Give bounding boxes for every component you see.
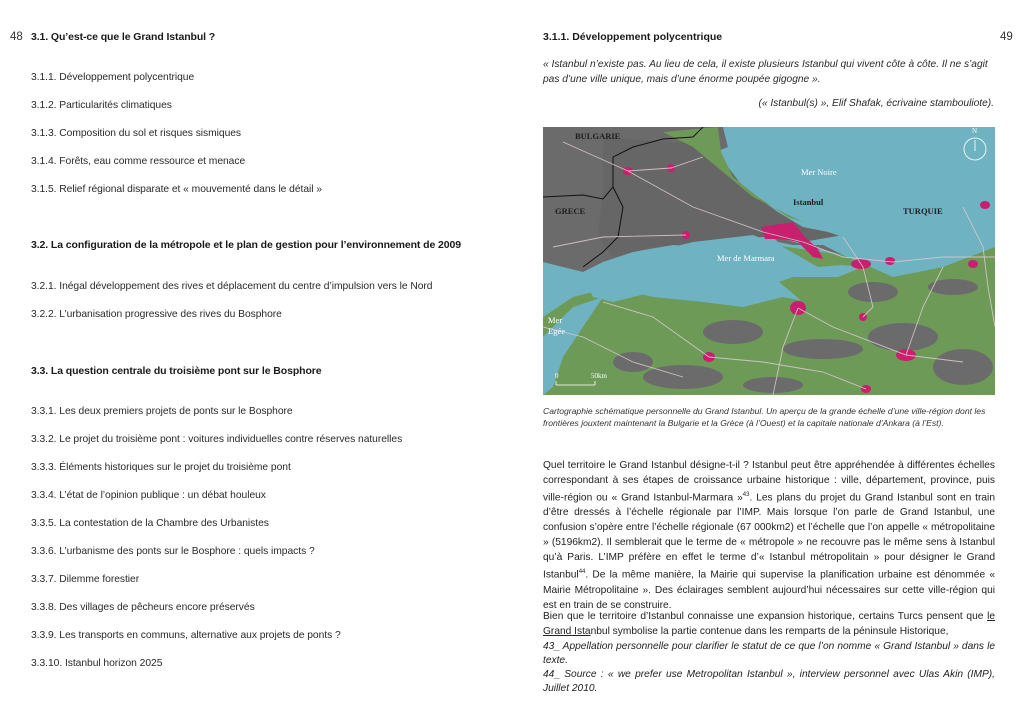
toc-item[interactable]: 3.3.7. Dilemme forestier bbox=[31, 574, 140, 585]
footnote-ref-44[interactable]: 44 bbox=[578, 569, 586, 576]
paragraph-text: nbul symbolise la partie contenue dans les remparts de la péninsule Historique, bbox=[590, 626, 949, 637]
quote-attribution: (« Istanbul(s) », Elif Shafak, écrivaine stambouliote). bbox=[758, 98, 994, 109]
map-label-mer-egee-2: Egée bbox=[548, 326, 565, 336]
page-number-left: 48 bbox=[10, 31, 23, 43]
section-heading-3-1: 3.1. Qu’est-ce que le Grand Istanbul ? bbox=[31, 31, 216, 43]
toc-item[interactable]: 3.3.6. L’urbanisme des ponts sur le Bosphore : quels impacts ? bbox=[31, 546, 315, 557]
section-heading-3-3: 3.3. La question centrale du troisième pont sur le Bosphore bbox=[31, 365, 322, 377]
page-number-right: 49 bbox=[1000, 31, 1013, 43]
section-heading-3-2: 3.2. La configuration de la métropole et le plan de gestion pour l’environnement de 2009 bbox=[31, 239, 461, 251]
toc-item[interactable]: 3.2.1. Inégal développement des rives et déplacement du centre d’impulsion vers le Nord bbox=[31, 281, 433, 292]
toc-item[interactable]: 3.3.5. La contestation de la Chambre des Urbanistes bbox=[31, 518, 269, 529]
footnote-ref-43[interactable]: 43 bbox=[742, 492, 750, 498]
scale-zero: 0 bbox=[555, 372, 559, 380]
section-title: 3.1.1. Développement polycentrique bbox=[543, 31, 723, 43]
toc-item[interactable]: 3.1.2. Particularités climatiques bbox=[31, 100, 172, 111]
body-paragraph-2 bbox=[543, 609, 995, 639]
istanbul-region-map bbox=[543, 127, 995, 395]
map-label-turquie: TURQUIE bbox=[903, 206, 943, 216]
scale-50km: 50km bbox=[591, 372, 607, 380]
toc-item[interactable]: 3.1.4. Forêts, eau comme ressource et menace bbox=[31, 156, 246, 167]
map-label-istanbul: Istanbul bbox=[793, 197, 824, 207]
paragraph-text: . De la même manière, la Mairie qui supervise la planification urbaine est dénommée « Mairie Métropolitaine ». Des éclairages semblent aujourd’hui nécessaires sur cette ville-région qui est en train de se construire. bbox=[543, 569, 995, 611]
toc-item[interactable]: 3.3.1. Les deux premiers projets de ponts sur le Bosphore bbox=[31, 406, 293, 417]
toc-item[interactable]: 3.3.9. Les transports en communs, alternative aux projets de ponts ? bbox=[31, 630, 341, 641]
footnote-44: 44_ Source : « we prefer use Metropolitan Istanbul », interview personnel avec Ulas Akin (IMP), Juillet 2010. bbox=[543, 669, 995, 694]
paragraph-text: . Les plans du projet du Grand Istanbul sont en train d’être dressés à l’échelle régionale par l’IMP. Mais lorsque l’on parle de Grand Istanbul, une confusion s’opère entre l’échelle régionale (67 000km2) et l’échelle que l’on appelle « métropolitaine » (5196km2). Il semblerait que le terme de « métropole » ne recouvre pas le même sens à Istanbul qu’à Paris. L’IMP préfère en effet le terme d’« Istanbul métropolitain » pour désigner le Grand Istanbul bbox=[543, 492, 995, 581]
map-caption: Cartographie schématique personnelle du Grand Istanbul. Un aperçu de la grande échelle d’une ville-région dont les frontières jouxtent maintenant la Bulgarie et la Grèce (à l’Ouest) et la capitale nationale d’Ankara (à l’Est). bbox=[543, 406, 986, 428]
toc-item[interactable]: 3.1.5. Relief régional disparate et « mouvementé dans le détail » bbox=[31, 184, 322, 195]
map-label-mer-egee: Mer bbox=[548, 315, 563, 325]
paragraph-text: Bien que le territoire d’Istanbul connaisse une expansion historique, certains Turcs pensent que bbox=[543, 611, 988, 622]
toc-item[interactable]: 3.1.3. Composition du sol et risques sismiques bbox=[31, 128, 242, 139]
underlined-text: le Grand Ista bbox=[543, 611, 995, 637]
toc-item[interactable]: 3.3.2. Le projet du troisième pont : voitures individuelles contre réserves naturelles bbox=[31, 434, 403, 445]
toc-item[interactable]: 3.2.2. L’urbanisation progressive des rives du Bosphore bbox=[31, 309, 282, 320]
toc-item[interactable]: 3.3.8. Des villages de pêcheurs encore préservés bbox=[31, 602, 255, 613]
toc-item[interactable]: 3.3.3. Éléments historiques sur le projet du troisième pont bbox=[31, 462, 291, 473]
body-paragraph-1 bbox=[543, 458, 995, 613]
map-label-bulgarie: BULGARIE bbox=[575, 131, 621, 141]
toc-item[interactable]: 3.1.1. Développement polycentrique bbox=[31, 72, 195, 83]
map-label-grece: GRECE bbox=[555, 206, 586, 216]
paragraph-text: Quel territoire le Grand Istanbul désigne-t-il ? Istanbul peut être appréhendée à différentes échelles correspondant à ses étapes de croissance urbaine historique : ville, département, province, puis ville-région ou « Grand Istanbul-Marmara » bbox=[543, 460, 995, 504]
north-arrow-icon: N bbox=[972, 127, 978, 135]
map-label-mer-noire: Mer Noire bbox=[801, 167, 837, 177]
toc-item[interactable]: 3.3.10. Istanbul horizon 2025 bbox=[31, 658, 163, 669]
map-label-mer-marmara: Mer de Marmara bbox=[717, 253, 775, 263]
epigraph-quote: « Istanbul n’existe pas. Au lieu de cela, il existe plusieurs Istanbul qui vivent côte à côte. Il ne s’agit pas d’une ville unique, mais d’une énorme poupée gigogne ». bbox=[543, 59, 988, 85]
toc-item[interactable]: 3.3.4. L’état de l’opinion publique : un débat houleux bbox=[31, 490, 266, 501]
footnote-43: 43_ Appellation personnelle pour clarifier le statut de ce que l’on nomme « Grand Istanbul » dans le texte. bbox=[543, 641, 995, 666]
